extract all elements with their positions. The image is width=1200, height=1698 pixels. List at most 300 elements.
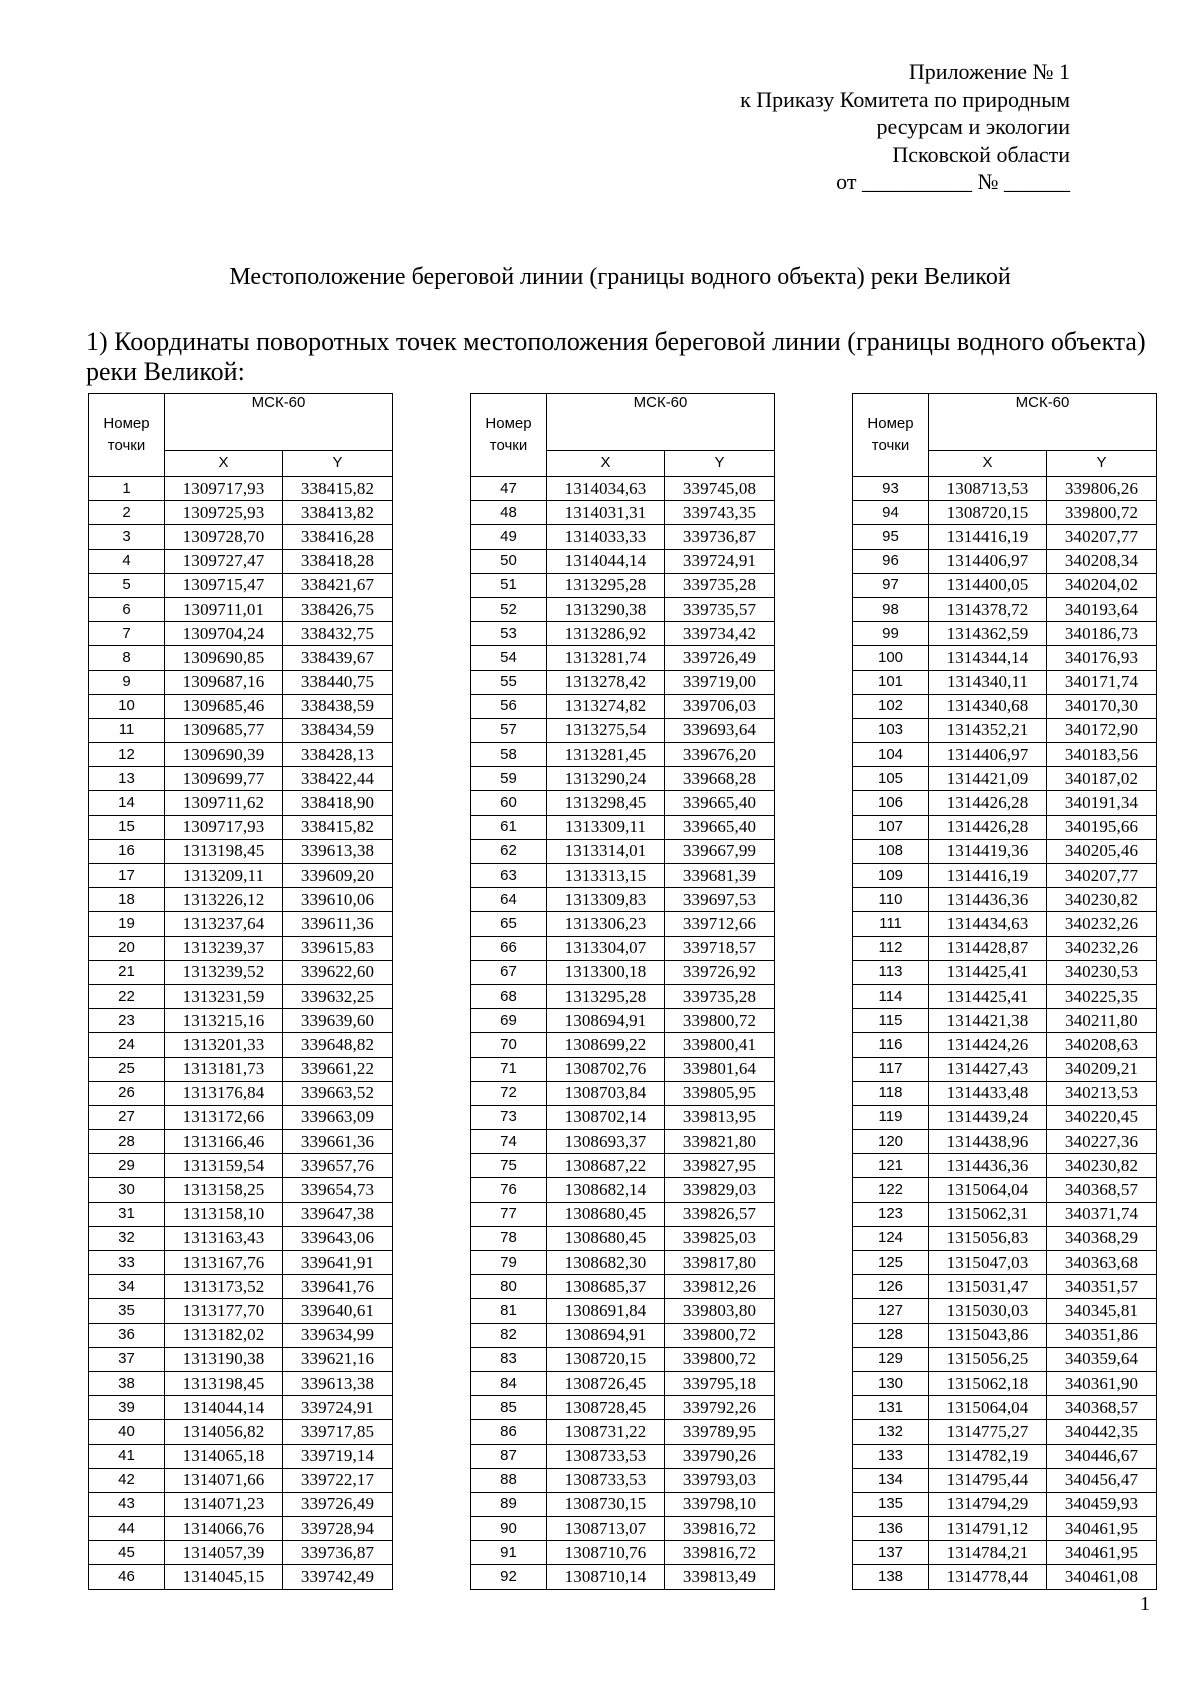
y-coordinate-cell: 339829,03	[665, 1178, 775, 1202]
x-coordinate-cell: 1309711,01	[165, 597, 283, 621]
x-coordinate-cell: 1314406,97	[929, 549, 1047, 573]
table-row	[89, 1492, 393, 1516]
point-number-cell: 73	[471, 1105, 547, 1129]
point-number-cell: 15	[89, 815, 165, 839]
point-number-cell: 53	[471, 622, 547, 646]
table-row	[471, 912, 775, 936]
x-coordinate-cell: 1309687,16	[165, 670, 283, 694]
x-coordinate-cell: 1308694,91	[547, 1009, 665, 1033]
table-row	[89, 1202, 393, 1226]
point-number-cell: 119	[853, 1105, 929, 1129]
point-number-cell: 58	[471, 743, 547, 767]
y-coordinate-cell: 339734,42	[665, 622, 775, 646]
table-row	[853, 1226, 1157, 1250]
x-coordinate-cell: 1313181,73	[165, 1057, 283, 1081]
table-row	[89, 839, 393, 863]
table-row	[89, 1420, 393, 1444]
point-number-cell: 76	[471, 1178, 547, 1202]
table-row	[853, 767, 1157, 791]
table-row	[471, 525, 775, 549]
x-coordinate-cell: 1314778,44	[929, 1565, 1047, 1589]
x-coordinate-cell: 1308733,53	[547, 1468, 665, 1492]
x-coordinate-cell: 1308720,15	[929, 501, 1047, 525]
x-coordinate-cell: 1315056,25	[929, 1347, 1047, 1371]
table-row	[89, 1323, 393, 1347]
x-coordinate-cell: 1314428,87	[929, 936, 1047, 960]
table-row	[853, 549, 1157, 573]
table-row	[89, 1226, 393, 1250]
table-row	[89, 791, 393, 815]
point-number-cell: 42	[89, 1468, 165, 1492]
point-number-cell: 70	[471, 1033, 547, 1057]
y-coordinate-cell: 340363,68	[1047, 1251, 1157, 1275]
x-coordinate-cell: 1314044,14	[165, 1396, 283, 1420]
point-number-cell: 106	[853, 791, 929, 815]
point-number-cell: 86	[471, 1420, 547, 1444]
point-number-cell: 117	[853, 1057, 929, 1081]
table-row	[853, 936, 1157, 960]
point-number-cell: 136	[853, 1517, 929, 1541]
point-number-header	[471, 394, 547, 477]
point-number-cell: 120	[853, 1130, 929, 1154]
point-number-cell: 88	[471, 1468, 547, 1492]
x-coordinate-cell: 1313281,45	[547, 743, 665, 767]
point-number-cell: 39	[89, 1396, 165, 1420]
x-coordinate-cell: 1309715,47	[165, 573, 283, 597]
y-coordinate-cell: 339611,36	[283, 912, 393, 936]
point-number-cell: 75	[471, 1154, 547, 1178]
y-coordinate-cell: 340359,64	[1047, 1347, 1157, 1371]
x-coordinate-cell: 1313290,24	[547, 767, 665, 791]
x-coordinate-cell: 1314056,82	[165, 1420, 283, 1444]
table-row	[89, 1178, 393, 1202]
y-coordinate-cell: 339613,38	[283, 1371, 393, 1395]
table-row	[471, 936, 775, 960]
table-row	[89, 936, 393, 960]
point-number-cell: 40	[89, 1420, 165, 1444]
table-row	[471, 960, 775, 984]
point-number-header-line1: Номер	[103, 415, 150, 432]
y-coordinate-cell: 338413,82	[283, 501, 393, 525]
y-coordinate-cell: 339726,92	[665, 960, 775, 984]
x-coordinate-cell: 1315043,86	[929, 1323, 1047, 1347]
x-coordinate-cell: 1308733,53	[547, 1444, 665, 1468]
y-coordinate-cell: 338440,75	[283, 670, 393, 694]
point-number-cell: 93	[853, 477, 929, 501]
point-number-cell: 54	[471, 646, 547, 670]
y-coordinate-cell: 339795,18	[665, 1371, 775, 1395]
point-number-cell: 65	[471, 912, 547, 936]
table-row	[853, 1251, 1157, 1275]
table-row	[471, 1226, 775, 1250]
y-coordinate-cell: 340371,74	[1047, 1202, 1157, 1226]
table-row	[471, 1517, 775, 1541]
point-number-cell: 72	[471, 1081, 547, 1105]
y-coordinate-cell: 340351,57	[1047, 1275, 1157, 1299]
point-number-cell: 30	[89, 1178, 165, 1202]
point-number-cell: 68	[471, 984, 547, 1008]
table-row	[853, 1202, 1157, 1226]
x-coordinate-cell: 1314352,21	[929, 718, 1047, 742]
x-coordinate-cell: 1315047,03	[929, 1251, 1047, 1275]
y-coordinate-cell: 340230,82	[1047, 1154, 1157, 1178]
point-number-cell: 111	[853, 912, 929, 936]
table-row	[89, 549, 393, 573]
point-number-cell: 85	[471, 1396, 547, 1420]
x-column-header: X	[165, 450, 283, 476]
x-coordinate-cell: 1313278,42	[547, 670, 665, 694]
x-coordinate-cell: 1309717,93	[165, 477, 283, 501]
y-coordinate-cell: 340225,35	[1047, 984, 1157, 1008]
y-coordinate-cell: 340220,45	[1047, 1105, 1157, 1129]
point-number-cell: 48	[471, 501, 547, 525]
table-row	[853, 1323, 1157, 1347]
point-number-cell: 128	[853, 1323, 929, 1347]
x-coordinate-cell: 1314031,31	[547, 501, 665, 525]
y-coordinate-cell: 338421,67	[283, 573, 393, 597]
y-coordinate-cell: 339821,80	[665, 1130, 775, 1154]
table-row	[853, 791, 1157, 815]
table-row	[471, 1202, 775, 1226]
y-coordinate-cell: 339790,26	[665, 1444, 775, 1468]
table-row	[471, 1347, 775, 1371]
y-coordinate-cell: 340456,47	[1047, 1468, 1157, 1492]
point-number-cell: 55	[471, 670, 547, 694]
x-coordinate-cell: 1314034,63	[547, 477, 665, 501]
table-row	[89, 670, 393, 694]
section-heading: 1) Координаты поворотных точек местоположения береговой линии (границы водного объекта) реки Великой:	[86, 327, 1146, 386]
point-number-cell: 71	[471, 1057, 547, 1081]
table-row	[471, 694, 775, 718]
table-row	[853, 597, 1157, 621]
x-coordinate-cell: 1314791,12	[929, 1517, 1047, 1541]
x-coordinate-cell: 1309685,46	[165, 694, 283, 718]
point-number-cell: 38	[89, 1371, 165, 1395]
y-coordinate-cell: 339812,26	[665, 1275, 775, 1299]
y-coordinate-cell: 339661,36	[283, 1130, 393, 1154]
point-number-cell: 9	[89, 670, 165, 694]
point-number-cell: 29	[89, 1154, 165, 1178]
point-number-cell: 135	[853, 1492, 929, 1516]
x-coordinate-cell: 1313201,33	[165, 1033, 283, 1057]
point-number-cell: 41	[89, 1444, 165, 1468]
y-coordinate-cell: 339728,94	[283, 1517, 393, 1541]
y-coordinate-cell: 339792,26	[665, 1396, 775, 1420]
table-row	[89, 1130, 393, 1154]
table-row	[853, 718, 1157, 742]
x-coordinate-cell: 1308713,53	[929, 477, 1047, 501]
table-row	[853, 1105, 1157, 1129]
y-coordinate-cell: 340442,35	[1047, 1420, 1157, 1444]
table-row	[471, 888, 775, 912]
table-row	[89, 1565, 393, 1589]
y-coordinate-cell: 339826,57	[665, 1202, 775, 1226]
header-committee-name: ресурсам и экологии	[876, 114, 1070, 139]
coordinates-table	[470, 393, 775, 1590]
x-coordinate-cell: 1314436,36	[929, 1154, 1047, 1178]
point-number-cell: 77	[471, 1202, 547, 1226]
x-coordinate-cell: 1309727,47	[165, 549, 283, 573]
y-coordinate-cell: 340232,26	[1047, 936, 1157, 960]
x-coordinate-cell: 1313298,45	[547, 791, 665, 815]
table-row	[89, 1081, 393, 1105]
table-row	[471, 1275, 775, 1299]
point-number-cell: 35	[89, 1299, 165, 1323]
point-number-cell: 69	[471, 1009, 547, 1033]
coordinate-system-header: МСК-60	[547, 394, 775, 451]
y-coordinate-cell: 339661,22	[283, 1057, 393, 1081]
x-coordinate-cell: 1314426,28	[929, 791, 1047, 815]
point-number-cell: 17	[89, 864, 165, 888]
y-coordinate-cell: 339622,60	[283, 960, 393, 984]
table-row	[471, 1420, 775, 1444]
point-number-cell: 114	[853, 984, 929, 1008]
table-row	[89, 1009, 393, 1033]
point-number-cell: 27	[89, 1105, 165, 1129]
table-row	[471, 1057, 775, 1081]
x-coordinate-cell: 1313239,37	[165, 936, 283, 960]
point-number-cell: 92	[471, 1565, 547, 1589]
x-coordinate-cell: 1313176,84	[165, 1081, 283, 1105]
table-row	[471, 477, 775, 501]
page-number: 1	[1140, 1593, 1150, 1615]
x-coordinate-cell: 1315031,47	[929, 1275, 1047, 1299]
point-number-cell: 7	[89, 622, 165, 646]
point-number-header	[853, 394, 929, 477]
table-row	[853, 501, 1157, 525]
x-coordinate-cell: 1314362,59	[929, 622, 1047, 646]
point-number-cell: 21	[89, 960, 165, 984]
x-coordinate-cell: 1313182,02	[165, 1323, 283, 1347]
y-coordinate-cell: 339639,60	[283, 1009, 393, 1033]
y-coordinate-cell: 338426,75	[283, 597, 393, 621]
x-coordinate-cell: 1313290,38	[547, 597, 665, 621]
point-number-cell: 130	[853, 1371, 929, 1395]
table-row	[89, 1468, 393, 1492]
table-row	[853, 1444, 1157, 1468]
y-column-header: Y	[665, 450, 775, 476]
point-number-cell: 60	[471, 791, 547, 815]
point-number-cell: 5	[89, 573, 165, 597]
table-row	[853, 743, 1157, 767]
point-number-cell: 78	[471, 1226, 547, 1250]
table-row	[853, 912, 1157, 936]
y-coordinate-cell: 338432,75	[283, 622, 393, 646]
y-coordinate-cell: 340368,29	[1047, 1226, 1157, 1250]
x-coordinate-cell: 1313158,10	[165, 1202, 283, 1226]
y-coordinate-cell: 340195,66	[1047, 815, 1157, 839]
table-row	[853, 670, 1157, 694]
document-header	[740, 58, 1070, 196]
y-coordinate-cell: 338418,28	[283, 549, 393, 573]
header-order-reference: к Приказу Комитета по природным	[740, 86, 1070, 112]
point-number-cell: 47	[471, 477, 547, 501]
x-coordinate-cell: 1314438,96	[929, 1130, 1047, 1154]
point-number-cell: 62	[471, 839, 547, 863]
y-coordinate-cell: 340204,02	[1047, 573, 1157, 597]
y-coordinate-cell: 339665,40	[665, 815, 775, 839]
point-number-cell: 37	[89, 1347, 165, 1371]
x-coordinate-cell: 1314057,39	[165, 1541, 283, 1565]
point-number-cell: 32	[89, 1226, 165, 1250]
table-row	[471, 718, 775, 742]
point-number-cell: 137	[853, 1541, 929, 1565]
point-number-cell: 50	[471, 549, 547, 573]
y-coordinate-cell: 339800,72	[665, 1009, 775, 1033]
table-row	[853, 1468, 1157, 1492]
x-coordinate-cell: 1313166,46	[165, 1130, 283, 1154]
y-coordinate-cell: 340230,53	[1047, 960, 1157, 984]
table-row	[471, 1299, 775, 1323]
y-coordinate-cell: 339718,57	[665, 936, 775, 960]
y-coordinate-cell: 340170,30	[1047, 694, 1157, 718]
x-coordinate-cell: 1314775,27	[929, 1420, 1047, 1444]
y-coordinate-cell: 339816,72	[665, 1517, 775, 1541]
y-coordinate-cell: 339621,16	[283, 1347, 393, 1371]
x-coordinate-cell: 1314071,66	[165, 1468, 283, 1492]
y-column-header: Y	[1047, 450, 1157, 476]
table-row	[89, 477, 393, 501]
table-row	[853, 1081, 1157, 1105]
y-coordinate-cell: 340187,02	[1047, 767, 1157, 791]
y-column-header: Y	[283, 450, 393, 476]
table-row	[471, 1251, 775, 1275]
point-number-cell: 14	[89, 791, 165, 815]
x-coordinate-cell: 1313209,11	[165, 864, 283, 888]
point-number-cell: 82	[471, 1323, 547, 1347]
point-number-cell: 132	[853, 1420, 929, 1444]
y-coordinate-cell: 340461,08	[1047, 1565, 1157, 1589]
table-row	[471, 864, 775, 888]
coordinate-system-header: МСК-60	[929, 394, 1157, 451]
y-coordinate-cell: 340461,95	[1047, 1541, 1157, 1565]
x-coordinate-cell: 1308720,15	[547, 1347, 665, 1371]
x-coordinate-cell: 1314416,19	[929, 525, 1047, 549]
x-coordinate-cell: 1314065,18	[165, 1444, 283, 1468]
x-coordinate-cell: 1313275,54	[547, 718, 665, 742]
point-number-cell: 3	[89, 525, 165, 549]
point-number-cell: 31	[89, 1202, 165, 1226]
point-number-cell: 74	[471, 1130, 547, 1154]
table-row	[471, 1009, 775, 1033]
x-coordinate-cell: 1314427,43	[929, 1057, 1047, 1081]
x-coordinate-cell: 1314782,19	[929, 1444, 1047, 1468]
y-coordinate-cell: 340368,57	[1047, 1178, 1157, 1202]
point-number-cell: 10	[89, 694, 165, 718]
y-coordinate-cell: 339813,95	[665, 1105, 775, 1129]
table-row	[853, 1130, 1157, 1154]
table-row	[89, 1154, 393, 1178]
point-number-cell: 121	[853, 1154, 929, 1178]
x-coordinate-cell: 1313226,12	[165, 888, 283, 912]
point-number-cell: 51	[471, 573, 547, 597]
table-row	[471, 839, 775, 863]
point-number-header-line2: точки	[871, 437, 910, 454]
y-coordinate-cell: 339742,49	[283, 1565, 393, 1589]
point-number-cell: 81	[471, 1299, 547, 1323]
x-coordinate-cell: 1314425,41	[929, 984, 1047, 1008]
table-row	[471, 573, 775, 597]
point-number-cell: 44	[89, 1517, 165, 1541]
x-coordinate-cell: 1314784,21	[929, 1541, 1047, 1565]
x-coordinate-cell: 1308731,22	[547, 1420, 665, 1444]
x-coordinate-cell: 1309717,93	[165, 815, 283, 839]
y-coordinate-cell: 340208,34	[1047, 549, 1157, 573]
table-row	[471, 791, 775, 815]
table-row	[853, 1396, 1157, 1420]
x-coordinate-cell: 1314421,38	[929, 1009, 1047, 1033]
table-row	[89, 767, 393, 791]
table-row	[853, 477, 1157, 501]
table-row	[89, 1444, 393, 1468]
point-number-cell: 4	[89, 549, 165, 573]
table-row	[471, 1565, 775, 1589]
y-coordinate-cell: 339697,53	[665, 888, 775, 912]
point-number-cell: 115	[853, 1009, 929, 1033]
point-number-cell: 43	[89, 1492, 165, 1516]
point-number-cell: 105	[853, 767, 929, 791]
table-row	[471, 767, 775, 791]
y-coordinate-cell: 339643,06	[283, 1226, 393, 1250]
table-row	[471, 1444, 775, 1468]
x-coordinate-cell: 1313295,28	[547, 984, 665, 1008]
table-row	[853, 888, 1157, 912]
y-coordinate-cell: 339745,08	[665, 477, 775, 501]
point-number-cell: 25	[89, 1057, 165, 1081]
table-row	[89, 1033, 393, 1057]
table-row	[89, 573, 393, 597]
y-coordinate-cell: 340459,93	[1047, 1492, 1157, 1516]
point-number-cell: 2	[89, 501, 165, 525]
coordinates-table	[88, 393, 393, 1590]
point-number-cell: 124	[853, 1226, 929, 1250]
table-row	[471, 1178, 775, 1202]
x-coordinate-cell: 1313159,54	[165, 1154, 283, 1178]
table-row	[853, 1565, 1157, 1589]
point-number-cell: 110	[853, 888, 929, 912]
point-number-cell: 6	[89, 597, 165, 621]
point-number-cell: 104	[853, 743, 929, 767]
table-row	[89, 1251, 393, 1275]
x-coordinate-cell: 1308710,76	[547, 1541, 665, 1565]
x-coordinate-cell: 1308726,45	[547, 1371, 665, 1395]
table-row	[471, 1492, 775, 1516]
y-coordinate-cell: 340211,80	[1047, 1009, 1157, 1033]
header-appendix-number: Приложение № 1	[908, 59, 1070, 84]
x-coordinate-cell: 1308713,07	[547, 1517, 665, 1541]
point-number-cell: 101	[853, 670, 929, 694]
point-number-header-line2: точки	[107, 437, 146, 454]
x-coordinate-cell: 1315062,31	[929, 1202, 1047, 1226]
y-coordinate-cell: 339803,80	[665, 1299, 775, 1323]
table-row	[89, 984, 393, 1008]
table-row	[471, 1396, 775, 1420]
y-coordinate-cell: 340186,73	[1047, 622, 1157, 646]
table-row	[471, 1154, 775, 1178]
point-number-cell: 56	[471, 694, 547, 718]
point-number-cell: 90	[471, 1517, 547, 1541]
x-coordinate-cell: 1308710,14	[547, 1565, 665, 1589]
table-row	[471, 1371, 775, 1395]
y-coordinate-cell: 339676,20	[665, 743, 775, 767]
y-coordinate-cell: 338418,90	[283, 791, 393, 815]
point-number-cell: 94	[853, 501, 929, 525]
table-row	[89, 1347, 393, 1371]
x-coordinate-cell: 1309711,62	[165, 791, 283, 815]
y-coordinate-cell: 338415,82	[283, 815, 393, 839]
table-row	[89, 888, 393, 912]
point-number-cell: 18	[89, 888, 165, 912]
